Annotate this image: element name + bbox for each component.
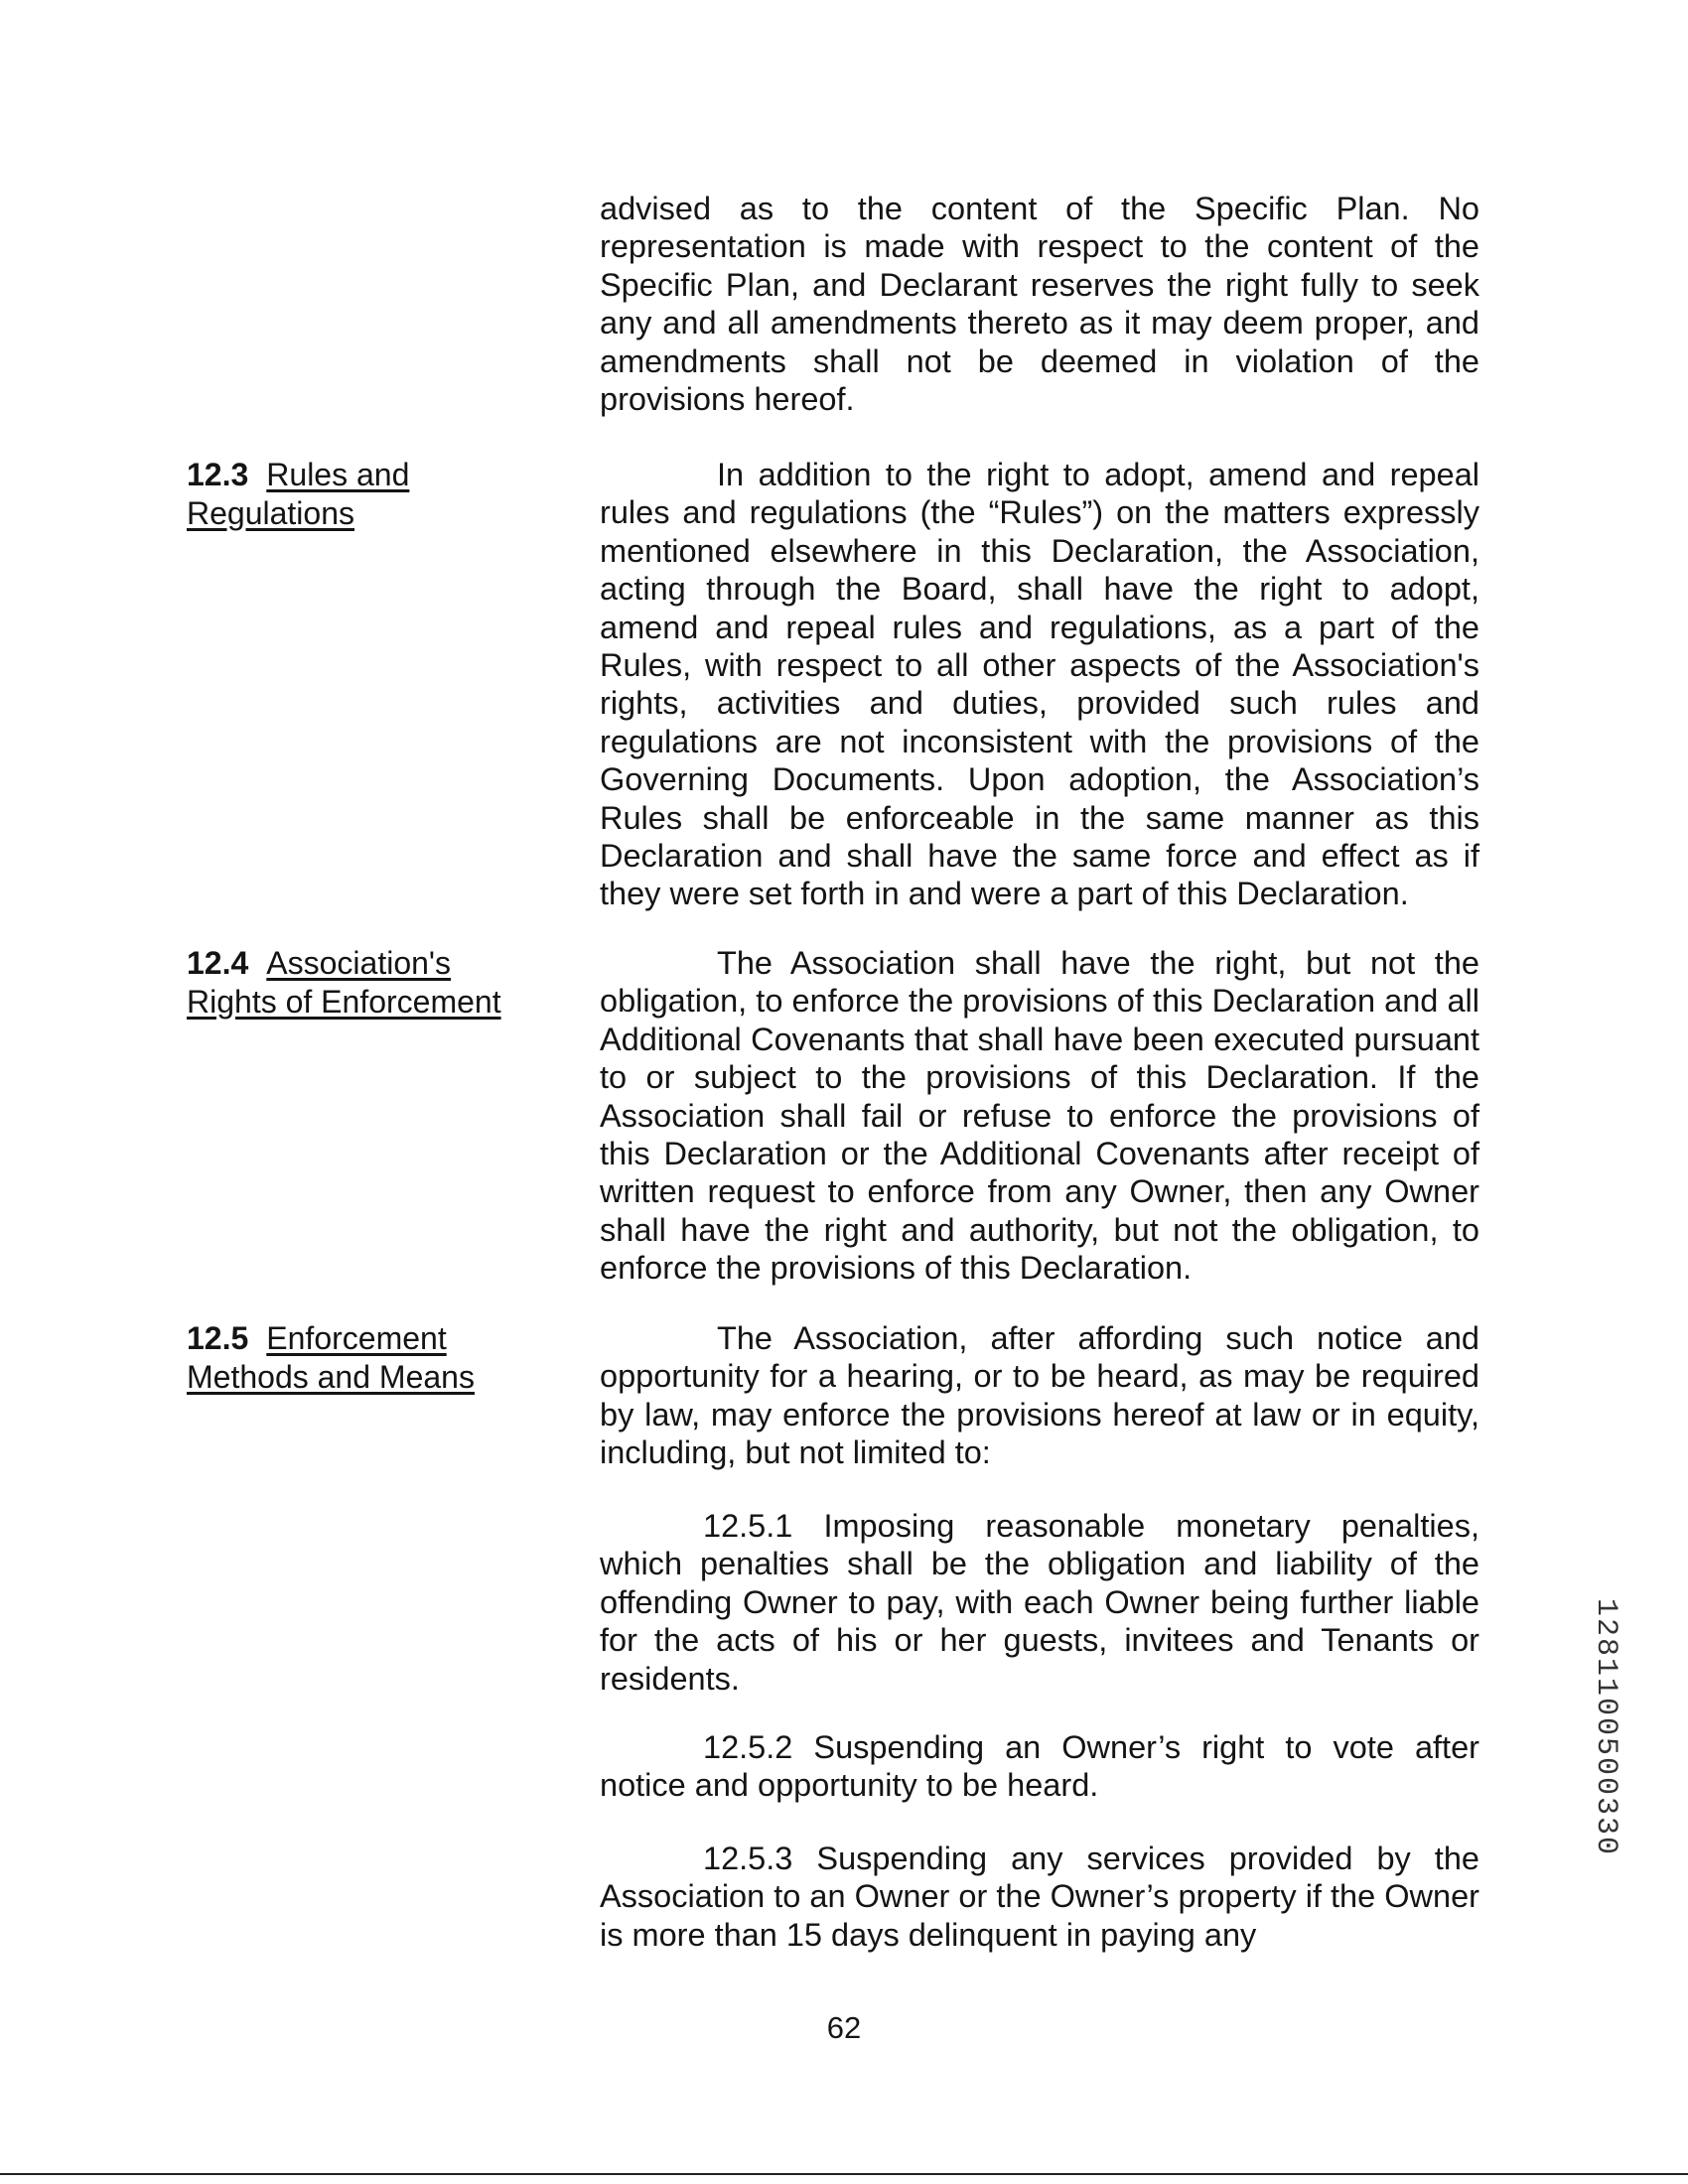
section-12-4-body: The Association shall have the right, but not the obligation, to enforce the provisions of this Declaration and all Additional Covenants that shall have been executed pursuant to or subject to the provisions of this Declaration. If the Association shall fail or refuse to enforce the provisions of this Declaration or the Additional Covenants after receipt of written request to enforce from any Owner, then any Owner shall have the right and authority, but not the obligation, to enforce the provisions of this Declaration. bbox=[600, 945, 1479, 1287]
section-number: 12.3 bbox=[187, 457, 249, 492]
section-12-5-body: The Association, after affording such notice and opportunity for a hearing, or to be heard, as may be required by law, may enforce the provisions hereof at law or in equity, including, but not limited to: bbox=[600, 1320, 1479, 1471]
section-number: 12.5 bbox=[187, 1320, 249, 1356]
section-12-5-heading bbox=[187, 1319, 524, 1397]
section-number: 12.4 bbox=[187, 945, 249, 981]
section-title: Enforcement Methods and Means bbox=[187, 1320, 475, 1395]
section-12-3-heading bbox=[187, 456, 524, 533]
section-title: Association's Rights of Enforcement bbox=[187, 945, 501, 1020]
side-stamp: 1281100500330 bbox=[1589, 1598, 1622, 1857]
section-title: Rules and Regulations bbox=[187, 457, 410, 531]
page-number: 62 bbox=[826, 2010, 862, 2045]
section-12-3-body: In addition to the right to adopt, amend and repeal rules and regulations (the “Rules”) on the matters expressly mentioned elsewhere in this Declaration, the Association, acting through the Board, shall have the right to adopt, amend and repeal rules and regulations, as a part of the Rules, with respect to all other aspects of the Association's rights, activities and duties, provided such rules and regulations are not inconsistent with the provisions of the Governing Documents. Upon adoption, the Association’s Rules shall be enforceable in the same manner as this Declaration and shall have the same force and effect as if they were set forth in and were a part of this Declaration. bbox=[600, 457, 1479, 912]
continuation-paragraph: advised as to the content of the Specific Plan. No representation is made with respect to the content of the Specific Plan, and Declarant reserves the right fully to seek any and all amendments thereto as it may deem proper, and amendments shall not be deemed in violation of the provisions hereof. bbox=[600, 191, 1479, 418]
subsection-12-5-1: 12.5.1 Imposing reasonable monetary penalties, which penalties shall be the obligation and liability of the offending Owner to pay, with each Owner being further liable for the acts of his or her guests, invitees and Tenants or residents. bbox=[600, 1508, 1479, 1697]
subsection-12-5-3: 12.5.3 Suspending any services provided by the Association to an Owner or the Owner’s property if the Owner is more than 15 days delinquent in paying any bbox=[600, 1841, 1479, 1953]
section-12-4-heading bbox=[187, 944, 524, 1022]
bottom-rule bbox=[0, 2173, 1688, 2175]
subsection-12-5-2: 12.5.2 Suspending an Owner’s right to vote after notice and opportunity to be heard. bbox=[600, 1729, 1479, 1804]
